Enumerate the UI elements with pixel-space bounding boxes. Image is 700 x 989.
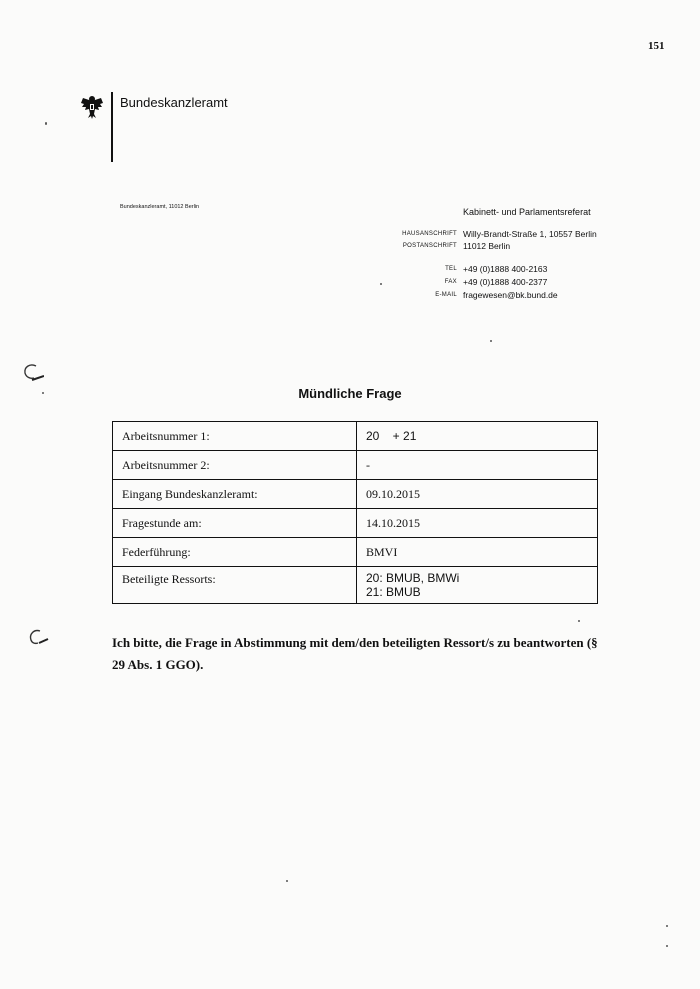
ressorts-line-1: 20: BMUB, BMWi <box>366 571 460 585</box>
punch-hole-mark-icon <box>22 362 44 384</box>
document-heading: Mündliche Frage <box>298 386 402 401</box>
scan-speck <box>666 925 668 927</box>
punch-hole-mark-icon <box>27 628 49 650</box>
row-value <box>357 422 598 451</box>
table-row <box>113 451 598 480</box>
letterhead-bar <box>111 92 113 162</box>
row-label: Beteiligte Ressorts: <box>113 567 357 604</box>
table-row <box>113 480 598 509</box>
page-number: 151 <box>648 40 665 52</box>
org-name: Bundeskanzleramt <box>120 95 228 110</box>
contact-value-hausanschrift: Willy-Brandt-Straße 1, 10557 Berlin <box>463 229 597 239</box>
contact-value-postanschrift: 11012 Berlin <box>463 241 511 251</box>
sender-line: Bundeskanzleramt, 11012 Berlin <box>120 204 200 210</box>
department-name: Kabinett- und Parlamentsreferat <box>463 207 591 217</box>
table-row <box>113 567 598 604</box>
row-value: BMVI <box>357 538 598 567</box>
table-row <box>113 422 598 451</box>
row-value: 14.10.2015 <box>357 509 598 538</box>
scan-speck <box>45 122 47 125</box>
row-value <box>357 567 598 604</box>
contact-label-postanschrift: POSTANSCHRIFT <box>402 243 457 249</box>
arbeitsnummer-1-value: 20 + 21 <box>366 428 417 443</box>
scan-speck <box>490 340 492 342</box>
row-value: 09.10.2015 <box>357 480 598 509</box>
row-value: - <box>357 451 598 480</box>
contact-label-hausanschrift: HAUSANSCHRIFT <box>402 231 457 237</box>
scan-speck <box>578 620 580 622</box>
row-label: Arbeitsnummer 1: <box>113 422 357 451</box>
contact-value-fax: +49 (0)1888 400-2377 <box>463 277 548 287</box>
scan-speck <box>666 945 668 947</box>
contact-label-email: E-MAIL <box>435 292 457 298</box>
federal-eagle-icon <box>80 94 104 120</box>
scan-speck <box>380 283 382 285</box>
scan-speck <box>286 880 288 882</box>
scan-speck <box>42 392 44 394</box>
row-label: Arbeitsnummer 2: <box>113 451 357 480</box>
table-row <box>113 538 598 567</box>
row-label: Federführung: <box>113 538 357 567</box>
contact-value-tel: +49 (0)1888 400-2163 <box>463 264 548 274</box>
contact-value-email: fragewesen@bk.bund.de <box>463 290 558 300</box>
request-text: Ich bitte, die Frage in Abstimmung mit dem/den beteiligten Ressort/s zu beantworten (§ 29 Abs. 1 GGO). <box>112 635 598 672</box>
row-label: Fragestunde am: <box>113 509 357 538</box>
table-row <box>113 509 598 538</box>
ressorts-line-2: 21: BMUB <box>366 585 421 599</box>
contact-label-tel: TEL <box>445 266 457 272</box>
row-label: Eingang Bundeskanzleramt: <box>113 480 357 509</box>
contact-label-fax: FAX <box>444 279 457 285</box>
question-form-table <box>112 421 598 604</box>
